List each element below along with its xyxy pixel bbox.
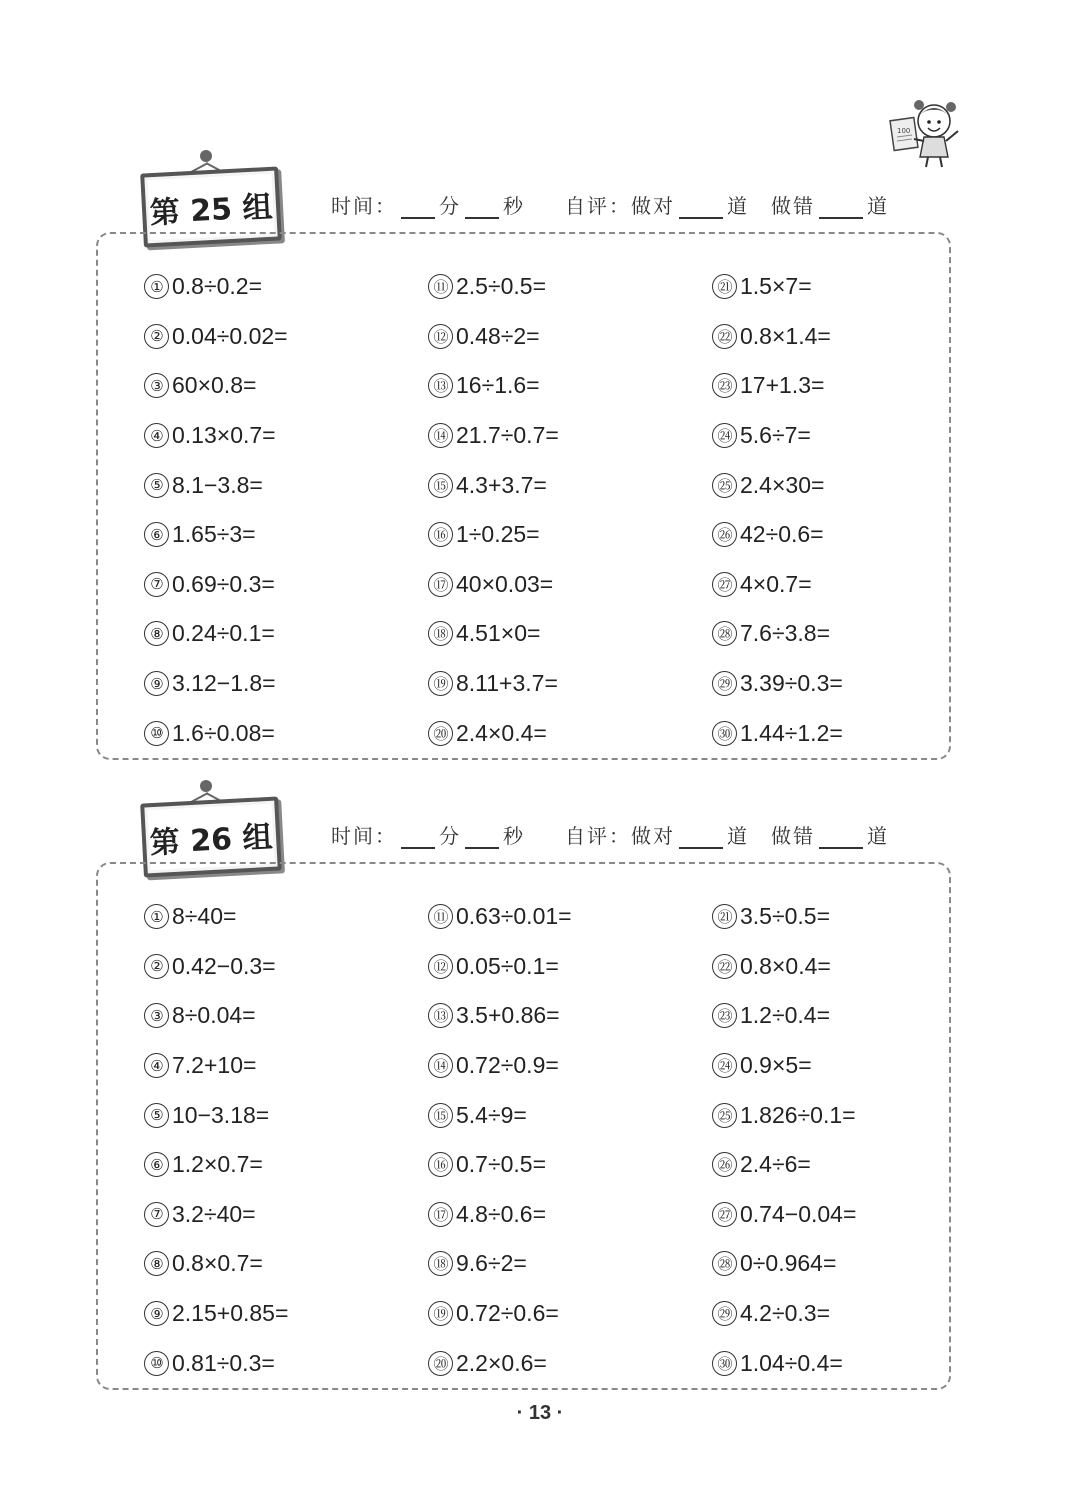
- problem-number: ㉕: [712, 1103, 737, 1128]
- problem-item: [144, 262, 288, 312]
- problem-item: [428, 1090, 572, 1140]
- problem-expression: 2.5÷0.5=: [456, 273, 547, 300]
- problem-expression: 8.1−3.8=: [172, 471, 263, 498]
- problem-item: [144, 1239, 288, 1289]
- problem-item: [144, 659, 288, 709]
- svg-text:100: 100: [897, 127, 911, 135]
- problem-number: ㉓: [712, 373, 737, 398]
- problem-number: ⑰: [428, 1202, 453, 1227]
- problem-number: ㉔: [712, 423, 737, 448]
- problem-expression: 40×0.03=: [456, 570, 554, 597]
- problem-number: ㉖: [712, 1152, 737, 1177]
- correct-count-blank: [679, 199, 723, 219]
- problem-expression: 0.81÷0.3=: [172, 1349, 275, 1376]
- problem-number: ③: [144, 1003, 169, 1028]
- problem-expression: 1.826÷0.1=: [740, 1101, 856, 1128]
- problem-expression: 0.74−0.04=: [740, 1200, 857, 1227]
- problem-item: [712, 560, 843, 610]
- problem-expression: 1.2×0.7=: [172, 1151, 263, 1178]
- problem-item: [144, 1289, 288, 1339]
- problem-expression: 8÷40=: [172, 903, 237, 930]
- problem-expression: 0÷0.964=: [740, 1250, 837, 1277]
- problem-number: ⑬: [428, 373, 453, 398]
- problem-item: [712, 659, 843, 709]
- problem-expression: 2.4÷6=: [740, 1151, 811, 1178]
- nail-icon: [200, 150, 212, 162]
- problem-number: ④: [144, 423, 169, 448]
- problem-item: [428, 1239, 572, 1289]
- problem-item: [144, 991, 288, 1041]
- unit-label: 道: [867, 824, 889, 848]
- problem-number: ①: [144, 904, 169, 929]
- second-label: 秒: [503, 194, 525, 218]
- mascot-girl-icon: [888, 95, 968, 170]
- problem-item: [428, 942, 572, 992]
- problem-item: [712, 1140, 856, 1190]
- problem-expression: 0.05÷0.1=: [456, 952, 559, 979]
- eval-label: 自评：做对: [565, 824, 675, 848]
- problem-expression: 0.42−0.3=: [172, 952, 276, 979]
- minute-label: 分: [439, 824, 461, 848]
- seconds-blank: [465, 829, 499, 849]
- unit-label: 道: [867, 194, 889, 218]
- problem-item: [144, 1338, 288, 1388]
- problem-item: [712, 609, 843, 659]
- time-eval-header: [331, 190, 889, 219]
- problem-number: ⑤: [144, 473, 169, 498]
- problem-item: [712, 1190, 856, 1240]
- problem-number: ⑲: [428, 1301, 453, 1326]
- problem-item: [428, 1338, 572, 1388]
- problem-item: [144, 312, 288, 362]
- problem-number: ㉕: [712, 473, 737, 498]
- problem-number: ⑫: [428, 954, 453, 979]
- problem-item: [712, 460, 843, 510]
- problem-number: ㉑: [712, 904, 737, 929]
- problem-expression: 0.72÷0.9=: [456, 1052, 559, 1079]
- problem-number: ①: [144, 274, 169, 299]
- problem-expression: 3.2÷40=: [172, 1200, 256, 1227]
- problem-number: ⑤: [144, 1103, 169, 1128]
- problem-number: ㉔: [712, 1053, 737, 1078]
- problem-expression: 0.9×5=: [740, 1052, 812, 1079]
- correct-count-blank: [679, 829, 723, 849]
- problem-item: [144, 1090, 288, 1140]
- problem-expression: 0.24÷0.1=: [172, 620, 275, 647]
- problem-expression: 4.2÷0.3=: [740, 1300, 831, 1327]
- problem-expression: 1.44÷1.2=: [740, 719, 843, 746]
- problem-item: [712, 312, 843, 362]
- problem-number: ㉘: [712, 1251, 737, 1276]
- problem-expression: 0.8×1.4=: [740, 322, 831, 349]
- problem-number: ⑦: [144, 1202, 169, 1227]
- problem-item: [144, 411, 288, 461]
- problem-item: [428, 1190, 572, 1240]
- unit-label: 道: [727, 194, 749, 218]
- problem-item: [144, 1140, 288, 1190]
- problem-expression: 8.11+3.7=: [456, 670, 558, 697]
- problem-number: ㉒: [712, 324, 737, 349]
- problem-number: ⑮: [428, 473, 453, 498]
- problem-column: [428, 262, 559, 758]
- eval-label: 自评：做对: [565, 194, 675, 218]
- problem-expression: 2.4×0.4=: [456, 719, 547, 746]
- problem-item: [428, 609, 559, 659]
- problem-item: [144, 1190, 288, 1240]
- problem-number: ⑳: [428, 721, 453, 746]
- problem-item: [144, 942, 288, 992]
- problem-expression: 0.63÷0.01=: [456, 903, 572, 930]
- problem-expression: 3.39÷0.3=: [740, 670, 843, 697]
- problem-number: ⑭: [428, 423, 453, 448]
- problem-expression: 1.65÷3=: [172, 521, 256, 548]
- problem-number: ②: [144, 324, 169, 349]
- problem-item: [428, 262, 559, 312]
- problem-number: ⑯: [428, 522, 453, 547]
- problem-item: [144, 361, 288, 411]
- problem-number: ④: [144, 1053, 169, 1078]
- problem-item: [144, 892, 288, 942]
- problem-expression: 16÷1.6=: [456, 372, 540, 399]
- problem-expression: 42÷0.6=: [740, 521, 824, 548]
- problem-expression: 0.8×0.7=: [172, 1250, 263, 1277]
- problem-item: [712, 510, 843, 560]
- problem-number: ㉚: [712, 1351, 737, 1376]
- problem-expression: 3.12−1.8=: [172, 670, 276, 697]
- problem-item: [144, 510, 288, 560]
- group-title-sign: 第 25 组: [140, 166, 282, 247]
- problem-expression: 5.4÷9=: [456, 1101, 527, 1128]
- problem-expression: 2.2×0.6=: [456, 1349, 547, 1376]
- problem-number: ⑳: [428, 1351, 453, 1376]
- time-eval-header: [331, 820, 889, 849]
- problem-number: ⑮: [428, 1103, 453, 1128]
- problem-item: [712, 708, 843, 758]
- problem-number: ⑲: [428, 671, 453, 696]
- problem-item: [428, 361, 559, 411]
- problem-expression: 5.6÷7=: [740, 422, 811, 449]
- problem-item: [712, 361, 843, 411]
- problem-number: ㉑: [712, 274, 737, 299]
- nail-icon: [200, 780, 212, 792]
- problem-expression: 21.7÷0.7=: [456, 422, 559, 449]
- problem-item: [428, 411, 559, 461]
- problem-number: ⑩: [144, 1351, 169, 1376]
- problem-expression: 1.6÷0.08=: [172, 719, 275, 746]
- problem-expression: 8÷0.04=: [172, 1002, 256, 1029]
- problem-item: [144, 1041, 288, 1091]
- problem-number: ②: [144, 954, 169, 979]
- unit-label: 道: [727, 824, 749, 848]
- problem-expression: 10−3.18=: [172, 1101, 270, 1128]
- problem-expression: 7.6÷3.8=: [740, 620, 831, 647]
- problem-number: ⑰: [428, 572, 453, 597]
- problem-item: [428, 991, 572, 1041]
- problem-item: [144, 708, 288, 758]
- problem-number: ⑬: [428, 1003, 453, 1028]
- problem-item: [712, 1041, 856, 1091]
- problem-number: ㉖: [712, 522, 737, 547]
- problem-number: ⑥: [144, 1152, 169, 1177]
- problem-box: [96, 862, 951, 1390]
- problem-expression: 9.6÷2=: [456, 1250, 527, 1277]
- problem-expression: 60×0.8=: [172, 372, 257, 399]
- second-label: 秒: [503, 824, 525, 848]
- problem-column: [144, 262, 288, 758]
- time-label: 时间：: [331, 194, 397, 218]
- problem-item: [144, 560, 288, 610]
- problem-number: ㉙: [712, 671, 737, 696]
- problem-item: [428, 708, 559, 758]
- problem-column: [144, 892, 288, 1388]
- problem-expression: 2.15+0.85=: [172, 1300, 289, 1327]
- wrong-count-blank: [819, 199, 863, 219]
- problem-item: [428, 1289, 572, 1339]
- problem-item: [428, 659, 559, 709]
- problem-expression: 1.5×7=: [740, 273, 812, 300]
- problem-expression: 3.5÷0.5=: [740, 903, 831, 930]
- problem-number: ⑨: [144, 1301, 169, 1326]
- problem-column: [712, 262, 843, 758]
- problem-item: [428, 560, 559, 610]
- problem-number: ⑩: [144, 721, 169, 746]
- problem-number: ㉓: [712, 1003, 737, 1028]
- problem-number: ⑫: [428, 324, 453, 349]
- problem-number: ⑪: [428, 904, 453, 929]
- problem-item: [144, 609, 288, 659]
- problem-number: ⑱: [428, 621, 453, 646]
- problem-item: [712, 991, 856, 1041]
- problem-item: [428, 312, 559, 362]
- page-number: · 13 ·: [516, 1402, 564, 1424]
- time-label: 时间：: [331, 824, 397, 848]
- problem-expression: 0.48÷2=: [456, 322, 540, 349]
- problem-item: [712, 262, 843, 312]
- problem-item: [428, 892, 572, 942]
- minutes-blank: [401, 829, 435, 849]
- problem-expression: 1.2÷0.4=: [740, 1002, 831, 1029]
- problem-expression: 0.7÷0.5=: [456, 1151, 547, 1178]
- problem-item: [428, 510, 559, 560]
- problem-number: ⑥: [144, 522, 169, 547]
- minutes-blank: [401, 199, 435, 219]
- problem-expression: 1.04÷0.4=: [740, 1349, 843, 1376]
- wrong-count-blank: [819, 829, 863, 849]
- wrong-label: 做错: [771, 194, 815, 218]
- problem-item: [712, 411, 843, 461]
- problem-number: ㉙: [712, 1301, 737, 1326]
- problem-expression: 7.2+10=: [172, 1052, 257, 1079]
- problem-number: ③: [144, 373, 169, 398]
- problem-item: [712, 1090, 856, 1140]
- problem-expression: 3.5+0.86=: [456, 1002, 560, 1029]
- problem-box: [96, 232, 951, 760]
- problem-item: [428, 460, 559, 510]
- problem-column: [428, 892, 572, 1388]
- problem-expression: 0.72÷0.6=: [456, 1300, 559, 1327]
- problem-number: ⑧: [144, 1251, 169, 1276]
- problem-item: [428, 1140, 572, 1190]
- problem-expression: 1÷0.25=: [456, 521, 540, 548]
- problem-expression: 4.8÷0.6=: [456, 1200, 547, 1227]
- problem-column: [712, 892, 856, 1388]
- minute-label: 分: [439, 194, 461, 218]
- problem-item: [712, 1289, 856, 1339]
- problem-number: ⑧: [144, 621, 169, 646]
- problem-expression: 4×0.7=: [740, 570, 812, 597]
- problem-item: [428, 1041, 572, 1091]
- problem-expression: 17+1.3=: [740, 372, 825, 399]
- problem-expression: 4.3+3.7=: [456, 471, 547, 498]
- problem-number: ⑯: [428, 1152, 453, 1177]
- problem-expression: 0.04÷0.02=: [172, 322, 288, 349]
- problem-expression: 0.69÷0.3=: [172, 570, 275, 597]
- problem-number: ⑪: [428, 274, 453, 299]
- problem-expression: 2.4×30=: [740, 471, 825, 498]
- problem-number: ㉒: [712, 954, 737, 979]
- problem-item: [712, 892, 856, 942]
- problem-item: [712, 1338, 856, 1388]
- problem-number: ㉘: [712, 621, 737, 646]
- problem-number: ⑦: [144, 572, 169, 597]
- problem-number: ⑱: [428, 1251, 453, 1276]
- problem-item: [712, 1239, 856, 1289]
- problem-expression: 4.51×0=: [456, 620, 541, 647]
- problem-number: ㉗: [712, 572, 737, 597]
- problem-number: ㉗: [712, 1202, 737, 1227]
- seconds-blank: [465, 199, 499, 219]
- problem-expression: 0.13×0.7=: [172, 422, 276, 449]
- problem-number: ⑭: [428, 1053, 453, 1078]
- problem-number: ⑨: [144, 671, 169, 696]
- problem-number: ㉚: [712, 721, 737, 746]
- wrong-label: 做错: [771, 824, 815, 848]
- problem-item: [144, 460, 288, 510]
- problem-item: [712, 942, 856, 992]
- group-title-sign: 第 26 组: [140, 796, 282, 877]
- problem-expression: 0.8×0.4=: [740, 952, 831, 979]
- problem-expression: 0.8÷0.2=: [172, 273, 263, 300]
